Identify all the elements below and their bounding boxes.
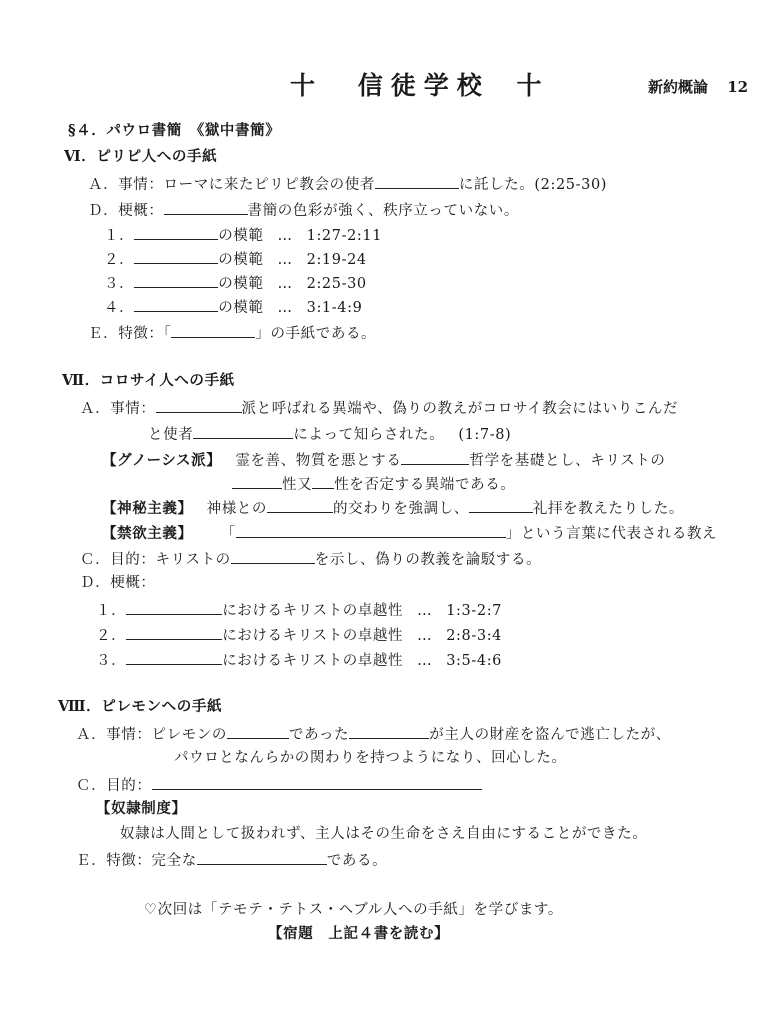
- gnostic-line: [102, 450, 665, 470]
- blank-nature-1: [232, 474, 282, 489]
- e-label: Ｅ．特徴：: [76, 853, 152, 869]
- philemon-e-line: [76, 850, 387, 870]
- a-ref: (2:25-30): [534, 177, 608, 193]
- ascetic-text-1: 「: [220, 526, 236, 542]
- d-text: 書簡の色彩が強く、秩序立っていない。: [247, 203, 520, 219]
- item-text: の模範: [218, 276, 264, 292]
- blank-christ: [231, 549, 315, 564]
- blank-nature-2: [312, 474, 334, 489]
- colossians-item-2: [96, 625, 502, 645]
- mystic-text-1: 神様との: [206, 501, 268, 517]
- blank-sect: [156, 398, 242, 413]
- item-dots: …: [277, 276, 293, 292]
- philemon-a-line-2: パウロとなんらかの関わりを持つようになり、回心した。: [174, 750, 567, 766]
- c-label: Ｃ．目的：: [76, 778, 152, 794]
- item-num: ２．: [104, 252, 135, 268]
- colossians-item-1: [96, 600, 502, 620]
- colossians-d-label: Ｄ．梗概：: [80, 575, 156, 591]
- item-ref: 1:3-2:7: [446, 603, 503, 619]
- a-ref: (1:7-8): [458, 427, 512, 443]
- school-title: 信徒学校: [357, 71, 490, 100]
- blank-ascetic-phrase: [236, 523, 506, 538]
- philippians-item-4: [104, 297, 362, 317]
- blank-mystic: [267, 498, 333, 513]
- item-ref: 1:27-2:11: [306, 228, 383, 244]
- item-num: １．: [104, 228, 135, 244]
- mystic-text-3: 礼拝を教えたりした。: [532, 501, 684, 517]
- item-ref: 2:25-30: [306, 276, 367, 292]
- item-text: の模範: [218, 252, 264, 268]
- blank-item: [134, 249, 218, 264]
- next-time-note: ♡次回は「テモテ・テトス・ヘブル人への手紙」を学びます。: [144, 902, 563, 918]
- colossians-item-3: [96, 650, 502, 670]
- a-text-2: であった: [289, 727, 350, 743]
- homework-note: 【宿題 上記４書を読む】: [268, 925, 450, 942]
- philippians-item-2: [104, 249, 367, 269]
- philippians-d-line: [88, 200, 519, 220]
- ascetic-line: [102, 523, 717, 543]
- item-dots: …: [277, 228, 293, 244]
- mystic-label: 【神秘主義】: [102, 500, 193, 517]
- item-num: ３．: [96, 653, 127, 669]
- philippians-heading: Ⅵ．ピリピ人への手紙: [64, 148, 218, 165]
- item-ref: 2:8-3:4: [446, 628, 503, 644]
- colossians-a-line: [80, 398, 678, 418]
- a-text-1: ピレモンの: [151, 727, 227, 743]
- e-text-1: 完全な: [151, 853, 197, 869]
- mystic-line: [102, 498, 684, 518]
- blank-name: [349, 724, 429, 739]
- blank-theme: [171, 323, 255, 338]
- item-num: ２．: [96, 628, 127, 644]
- slavery-label: 【奴隷制度】: [96, 800, 187, 817]
- philemon-heading: Ⅷ．ピレモンへの手紙: [58, 698, 223, 715]
- gnostic-text-3: 性又: [282, 477, 313, 493]
- item-num: ３．: [104, 276, 135, 292]
- blank-letter-type: [164, 200, 248, 215]
- c-text-1: キリストの: [155, 552, 231, 568]
- item-text: の模範: [218, 300, 264, 316]
- blank-item: [134, 225, 218, 240]
- c-label: Ｃ．目的：: [80, 552, 156, 568]
- gnostic-text-4: 性を否定する異端である。: [334, 477, 516, 493]
- item-text: におけるキリストの卓越性: [222, 628, 404, 644]
- a-text-1: 派と呼ばれる異端や、偽りの教えがコロサイ教会にはいりこんだ: [241, 401, 679, 417]
- item-text: におけるキリストの卓越性: [222, 653, 404, 669]
- item-num: ４．: [104, 300, 135, 316]
- school-title-line: [290, 66, 549, 102]
- blank-messenger: [193, 424, 293, 439]
- colossians-a-line-2: [148, 424, 511, 444]
- a-label: Ａ．事情：: [76, 727, 152, 743]
- blank-item: [134, 297, 218, 312]
- c-text-2: を示し、偽りの教義を論駁する。: [314, 552, 542, 568]
- cross-right-icon: 十: [516, 71, 550, 100]
- e-text: 」の手紙である。: [255, 326, 377, 342]
- a-text-2: に託した。: [458, 177, 535, 193]
- blank-relation: [227, 724, 289, 739]
- a-label: Ａ．事情：: [80, 401, 156, 417]
- blank-item: [134, 273, 218, 288]
- item-ref: 2:19-24: [306, 252, 367, 268]
- blank-dualism: [401, 450, 469, 465]
- philemon-c-line: [76, 775, 482, 795]
- a-text-2: と使者: [148, 427, 194, 443]
- philippians-item-3: [104, 273, 367, 293]
- page-number: 12: [727, 78, 749, 96]
- a-text-1: ローマに来たピリピ教会の使者: [163, 177, 375, 193]
- course-info: [648, 76, 748, 97]
- item-dots: …: [417, 628, 433, 644]
- item-dots: …: [417, 653, 433, 669]
- e-label: Ｅ．特徴：「: [88, 326, 172, 342]
- colossians-c-line: [80, 549, 541, 569]
- e-text-2: である。: [326, 853, 388, 869]
- a-text-3: によって知らされた。: [293, 427, 445, 443]
- blank-feature: [197, 850, 327, 865]
- blank-item: [126, 600, 222, 615]
- gnostic-text-2: 哲学を基礎とし、キリストの: [469, 453, 666, 469]
- blank-envoy: [375, 174, 459, 189]
- course-name: 新約概論: [648, 78, 709, 96]
- d-label: Ｄ．梗概：: [88, 203, 164, 219]
- philippians-item-1: [104, 225, 382, 245]
- item-text: におけるキリストの卓越性: [222, 603, 404, 619]
- gnostic-line-2: [232, 474, 515, 494]
- philippians-a-line: [88, 174, 607, 194]
- ascetic-label: 【禁欲主義】: [102, 525, 193, 542]
- item-ref: 3:5-4:6: [446, 653, 503, 669]
- philemon-a-line: [76, 724, 671, 744]
- gnostic-label: 【グノーシス派】: [102, 452, 222, 469]
- item-ref: 3:1-4:9: [306, 300, 363, 316]
- item-dots: …: [277, 252, 293, 268]
- blank-item: [126, 625, 222, 640]
- blank-purpose: [152, 775, 482, 790]
- blank-item: [126, 650, 222, 665]
- ascetic-text-2: 」という言葉に代表される教え: [505, 526, 718, 542]
- gnostic-text-1: 霊を善、物質を悪とする: [235, 453, 402, 469]
- item-text: の模範: [218, 228, 264, 244]
- blank-worship: [469, 498, 533, 513]
- slavery-text: 奴隷は人間として扱われず、主人はその生命をさえ自由にすることができた。: [120, 826, 648, 842]
- section-heading: §４．パウロ書簡 《獄中書簡》: [68, 122, 281, 139]
- philippians-e-line: [88, 323, 376, 343]
- cross-left-icon: 十: [290, 71, 324, 100]
- mystic-text-2: 的交わりを強調し、: [333, 501, 469, 517]
- item-dots: …: [277, 300, 293, 316]
- colossians-heading: Ⅶ．コロサイ人への手紙: [62, 372, 235, 389]
- item-num: １．: [96, 603, 127, 619]
- item-dots: …: [417, 603, 433, 619]
- a-text-3: が主人の財産を盗んで逃亡したが、: [429, 727, 671, 743]
- a-label: Ａ．事情：: [88, 177, 164, 193]
